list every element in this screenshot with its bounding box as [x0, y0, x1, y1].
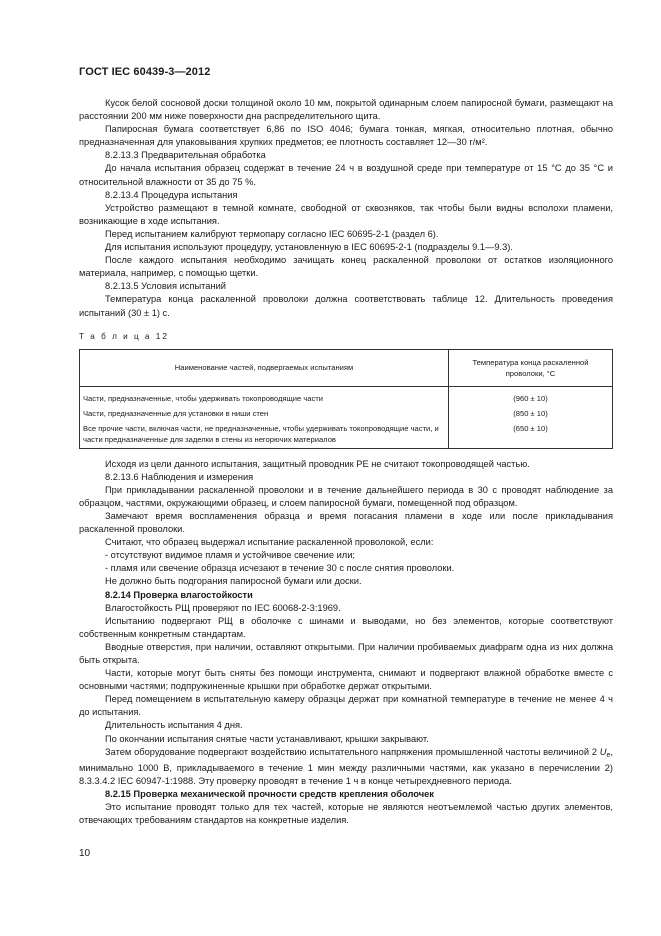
section-heading: 8.2.13.3 Предварительная обработка [105, 150, 266, 161]
page-number: 10 [79, 848, 91, 859]
paragraph: Исходя из цели данного испытания, защитный проводник PE не считают токопроводящей частью. [105, 458, 530, 469]
paragraph: Это испытание проводят только для тех частей, которые не являются неотъемлемой частью других элементов, отвечающих требованиям стандартов на конкретные изделия. [79, 802, 613, 826]
voltage-paragraph [79, 746, 613, 788]
list-item: - отсутствуют видимое пламя и устойчивое свечение или; [105, 550, 355, 561]
paragraph: До начала испытания образец содержат в течение 24 ч в воздушной среде при температуре от 15 °C до 35 °C и относительной влажности от 35 до 75 %. [79, 163, 613, 187]
list-item: - пламя или свечение образца исчезают в течение 30 с после снятия проволоки. [105, 563, 455, 574]
paragraph: Замечают время воспламенения образца и время погасания пламени в ходе или после прикладывания раскаленной проволоки. [79, 510, 613, 535]
paragraph: Температура конца раскаленной проволоки должна соответствовать таблице 12. Длительность проведения испытаний (30 ± 1) с. [79, 294, 613, 318]
document-header: ГОСТ IEC 60439-3—2012 [79, 66, 211, 78]
voltage-text-before: Затем оборудование подвергают воздействию испытательного напряжения промышленной частоты величиной 2 [105, 746, 600, 757]
section-heading: 8.2.14 Проверка влагостойкости [105, 589, 253, 600]
paragraph: Устройство размещают в темной комнате, свободной от сквозняков, так чтобы были видны всполохи пламени, возникающие в ходе испытания. [79, 202, 613, 226]
voltage-symbol: U [599, 746, 607, 757]
section-heading: 8.2.13.5 Условия испытаний [105, 281, 226, 292]
document-body [79, 97, 613, 827]
paragraph: Папиросная бумага соответствует 6,86 по ISO 4046; бумага тонкая, мягкая, относительно плотная, обычно предназначенная для упаковывания хрупких предметов; ее плотность составляет 12—30 г/м². [79, 124, 613, 148]
paragraph: Влагостойкость РЩ проверяют по IEC 60068-2-3:1969. [105, 602, 341, 613]
paragraph: При прикладывании раскаленной проволоки и в течение дальнейшего периода в 30 с проводят наблюдение за образцом, частями, окружающими образец, и слоем папиросной бумаги, помещенной под образцом. [79, 484, 613, 508]
table-caption: Т а б л и ц а 12 [79, 331, 169, 341]
table-cell-part: Части, предназначенные, чтобы удерживать токопроводящие части [80, 386, 449, 406]
section-heading: 8.2.15 Проверка механической прочности средств крепления оболочек [105, 788, 434, 799]
table-12 [79, 349, 613, 449]
paragraph: После каждого испытания необходимо зачищать конец раскаленной проволоки от остатков изоляционного материала, например, с помощью щетки. [79, 255, 613, 279]
voltage-subscript: e [606, 751, 611, 759]
table-row [80, 406, 613, 421]
paragraphs-top [79, 97, 613, 320]
paragraph: По окончании испытания снятые части устанавливают, крышки закрывают. [105, 733, 429, 744]
paragraph: Не должно быть подгорания папиросной бумаги или доски. [105, 576, 362, 587]
table-cell-temp: (650 ± 10) [449, 421, 613, 449]
section-heading: 8.2.13.4 Процедура испытания [105, 189, 238, 200]
paragraph: Для испытания используют процедуру, установленную в IEC 60695-2-1 (подразделы 9.1—9.3). [105, 242, 513, 253]
paragraph: Перед испытанием калибруют термопару согласно IEC 60695-2-1 (раздел 6). [105, 228, 439, 239]
voltage-text-after: , минимально 1000 В, прикладываемого в течение 1 мин между различными частями, как указано в перечислении 2) 8.3.3.4.2 IEC 60947-1:1988. Эту проверку проводят в течение 1 ч в конце четырехдневного периода. [79, 746, 613, 786]
table-cell-part: Части, предназначенные для установки в ниши стен [80, 406, 449, 421]
paragraph: Части, которые могут быть сняты без помощи инструмента, снимают и подвергают влажной обработке вместе с основными частями; подпружиненные крышки при обработке держат открытыми. [79, 668, 613, 692]
section-heading: 8.2.13.6 Наблюдения и измерения [105, 471, 254, 482]
paragraph: Испытанию подвергают РЩ в оболочке с шинами и выводами, но без элементов, которые соответствуют собственным конкретным стандартам. [79, 615, 613, 639]
paragraph: Кусок белой сосновой доски толщиной около 10 мм, покрытой одинарным слоем папиросной бумаги, размещают на расстоянии 200 мм ниже поверхности дна распределительного щита. [79, 98, 613, 122]
table-cell-part: Все прочие части, включая части, не предназначенные, чтобы удерживать токопроводящие части, и части предназначенные для заделки в стены из негорючих материалов [80, 421, 449, 449]
paragraphs-bottom [79, 458, 613, 828]
table-header-part: Наименование частей, подвергаемых испытаниям [80, 349, 449, 386]
table-row [80, 421, 613, 449]
paragraph: Считают, что образец выдержал испытание раскаленной проволокой, если: [105, 537, 434, 548]
table-cell-temp: (960 ± 10) [449, 386, 613, 406]
table-header-temp: Температура конца раскаленной проволоки, °C [449, 349, 613, 386]
table-row [80, 386, 613, 406]
paragraph: Длительность испытания 4 дня. [105, 720, 243, 731]
paragraph: Перед помещением в испытательную камеру образцы держат при комнатной температуре в течение не менее 4 ч до испытания. [79, 694, 613, 718]
paragraph: Вводные отверстия, при наличии, оставляют открытыми. При наличии пробиваемых диафрагм одна из них должна быть открыта. [79, 641, 613, 665]
table-cell-temp: (850 ± 10) [449, 406, 613, 421]
